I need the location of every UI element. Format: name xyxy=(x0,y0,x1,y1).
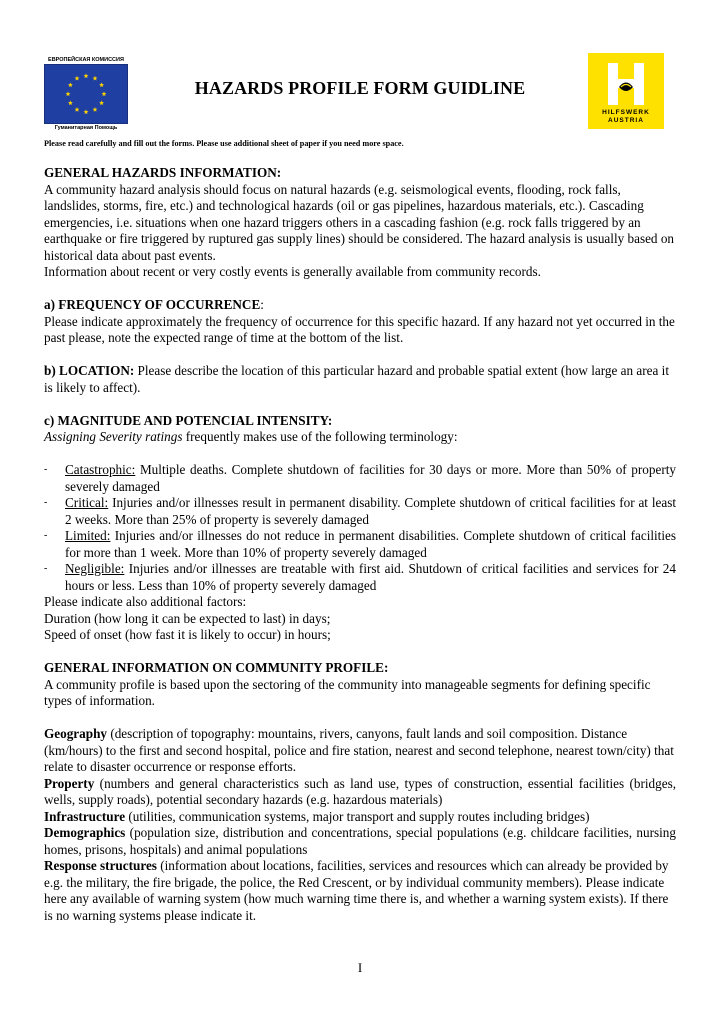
hilfswerk-line2: AUSTRIA xyxy=(608,117,644,124)
eu-stars-icon xyxy=(45,65,127,123)
severity-description: Injuries and/or illnesses result in permanent disability. Complete shutdown of critical facilities for at least 2 weeks. More than 25% of property is severely damaged xyxy=(65,495,676,527)
list-item xyxy=(44,561,676,594)
magnitude-heading: c) MAGNITUDE AND POTENCIAL INTENSITY: xyxy=(44,412,333,428)
magnitude-intro xyxy=(44,429,676,446)
demographics-text: (population size, distribution and concentrations, special populations (e.g. childcare facilities, nursing homes, prisons, hospitals) and animal populations xyxy=(44,825,676,857)
eu-logo-bottom-text: Гуманитарная Помощь xyxy=(54,125,118,131)
severity-description: Injuries and/or illnesses do not reduce in permanent disabilities. Complete shutdown of critical facilities for more than 1 week. More than 10% of property severely damaged xyxy=(65,528,676,560)
infrastructure-text: (utilities, communication systems, major transport and supply routes including bridges) xyxy=(125,808,590,824)
frequency-section xyxy=(44,297,676,314)
list-item xyxy=(44,495,676,528)
eu-star-icon xyxy=(68,82,73,87)
eu-star-icon xyxy=(99,100,104,105)
infrastructure-label: Infrastructure xyxy=(44,808,126,824)
eu-star-icon xyxy=(68,100,73,105)
response-label: Response structures xyxy=(44,858,157,873)
list-item xyxy=(44,528,676,561)
infrastructure-paragraph xyxy=(44,809,676,826)
severity-ratings-list xyxy=(44,462,676,594)
response-paragraph xyxy=(44,858,676,924)
demographics-paragraph xyxy=(44,825,676,858)
location-heading: b) LOCATION: xyxy=(44,363,135,378)
geography-paragraph xyxy=(44,726,676,776)
list-dash: - xyxy=(44,563,48,574)
eu-star-icon xyxy=(84,109,89,114)
severity-term: Limited: xyxy=(65,528,111,543)
frequency-text: Please indicate approximately the frequency of occurrence for this specific hazard. If any hazard not yet occurred in the past please, note the expected range of time at the bottom of the list. xyxy=(44,313,675,345)
geography-label: Geography xyxy=(44,726,108,741)
severity-term: Negligible: xyxy=(65,561,125,576)
general-hazards-paragraph: A community hazard analysis should focus on natural hazards (e.g. seismological events, flooding, rock falls, landslides, storms, fire, etc.) and technological hazards (oil or gas pipelines, hazardous materials, etc.). Cascading emergencies, i.e. situations when one hazard triggers others in a cascading fashion (e.g. rock falls triggered by an earthquake or fire triggered by ruptured gas supply lines) should be considered. The hazard analysis is usually based on historical data about past events. xyxy=(44,181,675,263)
hilfswerk-h-icon xyxy=(588,57,664,109)
guideline-content xyxy=(44,165,676,924)
speed-factor: Speed of onset (how fast it is likely to occur) in hours; xyxy=(44,627,331,642)
eu-humanitarian-aid-logo xyxy=(44,57,128,133)
eu-flag-icon xyxy=(44,64,128,124)
additional-factors: Please indicate also additional factors: xyxy=(44,594,247,609)
eu-star-icon xyxy=(66,91,71,96)
severity-term: Catastrophic: xyxy=(65,462,136,477)
magnitude-intro-italic: Assigning Severity ratings xyxy=(44,429,183,444)
list-dash: - xyxy=(44,497,48,508)
hilfswerk-austria-logo xyxy=(588,53,664,129)
duration-factor: Duration (how long it can be expected to last) in days; xyxy=(44,610,331,626)
page-number: I xyxy=(357,960,363,975)
hilfswerk-line1: HILFSWERK xyxy=(602,109,650,116)
community-intro: A community profile is based upon the sectoring of the community into manageable segments for defining specific types of information. xyxy=(44,676,651,708)
location-text: Please describe the location of this particular hazard and probable spatial extent (how large an area it is likely to affect). xyxy=(44,363,669,395)
page-title: HAZARDS PROFILE FORM GUIDLINE xyxy=(194,78,526,98)
eu-star-icon xyxy=(75,76,80,81)
geography-text: (description of topography: mountains, rivers, canyons, fault lands and soil composition. Distance (km/hours) to the first and second hospital, police and fire station, nearest and second telephone, nearest town/city) that relate to disaster occurrence or response efforts. xyxy=(44,726,674,774)
frequency-colon: : xyxy=(260,297,264,312)
property-text: (numbers and general characteristics such as land use, types of construction, essential facilities (bridges, wells, supply roads), potential secondary hazards (e.g. hazardous materials) xyxy=(44,775,676,807)
eu-star-icon xyxy=(93,107,98,112)
eu-logo-top-text: ЕВРОПЕЙСКАЯ КОМИССИЯ xyxy=(48,57,124,63)
severity-term: Critical: xyxy=(65,495,109,510)
instruction-note: Please read carefully and fill out the forms. Please use additional sheet of paper if you need more space. xyxy=(44,139,404,148)
eu-star-icon xyxy=(102,91,107,96)
severity-description: Injuries and/or illnesses are treatable with first aid. Shutdown of critical facilities and services for 24 hours or less. Less than 10% of property severely damaged xyxy=(65,561,676,593)
response-text: (information about locations, facilities, services and resources which can already be provided by e.g. the military, the fire brigade, the police, the Red Crescent, or by individual community members). Please indicate here any available of warning system (how much warning time there is, and whether a warning system exists). If there is no warning systems please indicate it. xyxy=(44,858,669,923)
property-paragraph xyxy=(44,776,676,809)
community-heading: GENERAL INFORMATION ON COMMUNITY PROFILE: xyxy=(44,660,389,675)
eu-star-icon xyxy=(75,107,80,112)
list-dash: - xyxy=(44,464,48,475)
general-hazards-records: Information about recent or very costly events is generally available from community records. xyxy=(44,264,541,279)
magnitude-intro-rest: frequently makes use of the following terminology: xyxy=(182,429,458,444)
general-hazards-heading: GENERAL HAZARDS INFORMATION: xyxy=(44,165,282,180)
location-section xyxy=(44,363,676,396)
list-item xyxy=(44,462,676,495)
eu-star-icon xyxy=(93,76,98,81)
severity-description: Multiple deaths. Complete shutdown of facilities for 30 days or more. More than 50% of property severely damaged xyxy=(65,462,676,494)
eu-star-icon xyxy=(99,82,104,87)
property-label: Property xyxy=(44,775,95,791)
eu-star-icon xyxy=(84,73,89,78)
frequency-heading: a) FREQUENCY OF OCCURRENCE xyxy=(44,297,261,312)
list-dash: - xyxy=(44,530,48,541)
demographics-label: Demographics xyxy=(44,825,126,840)
